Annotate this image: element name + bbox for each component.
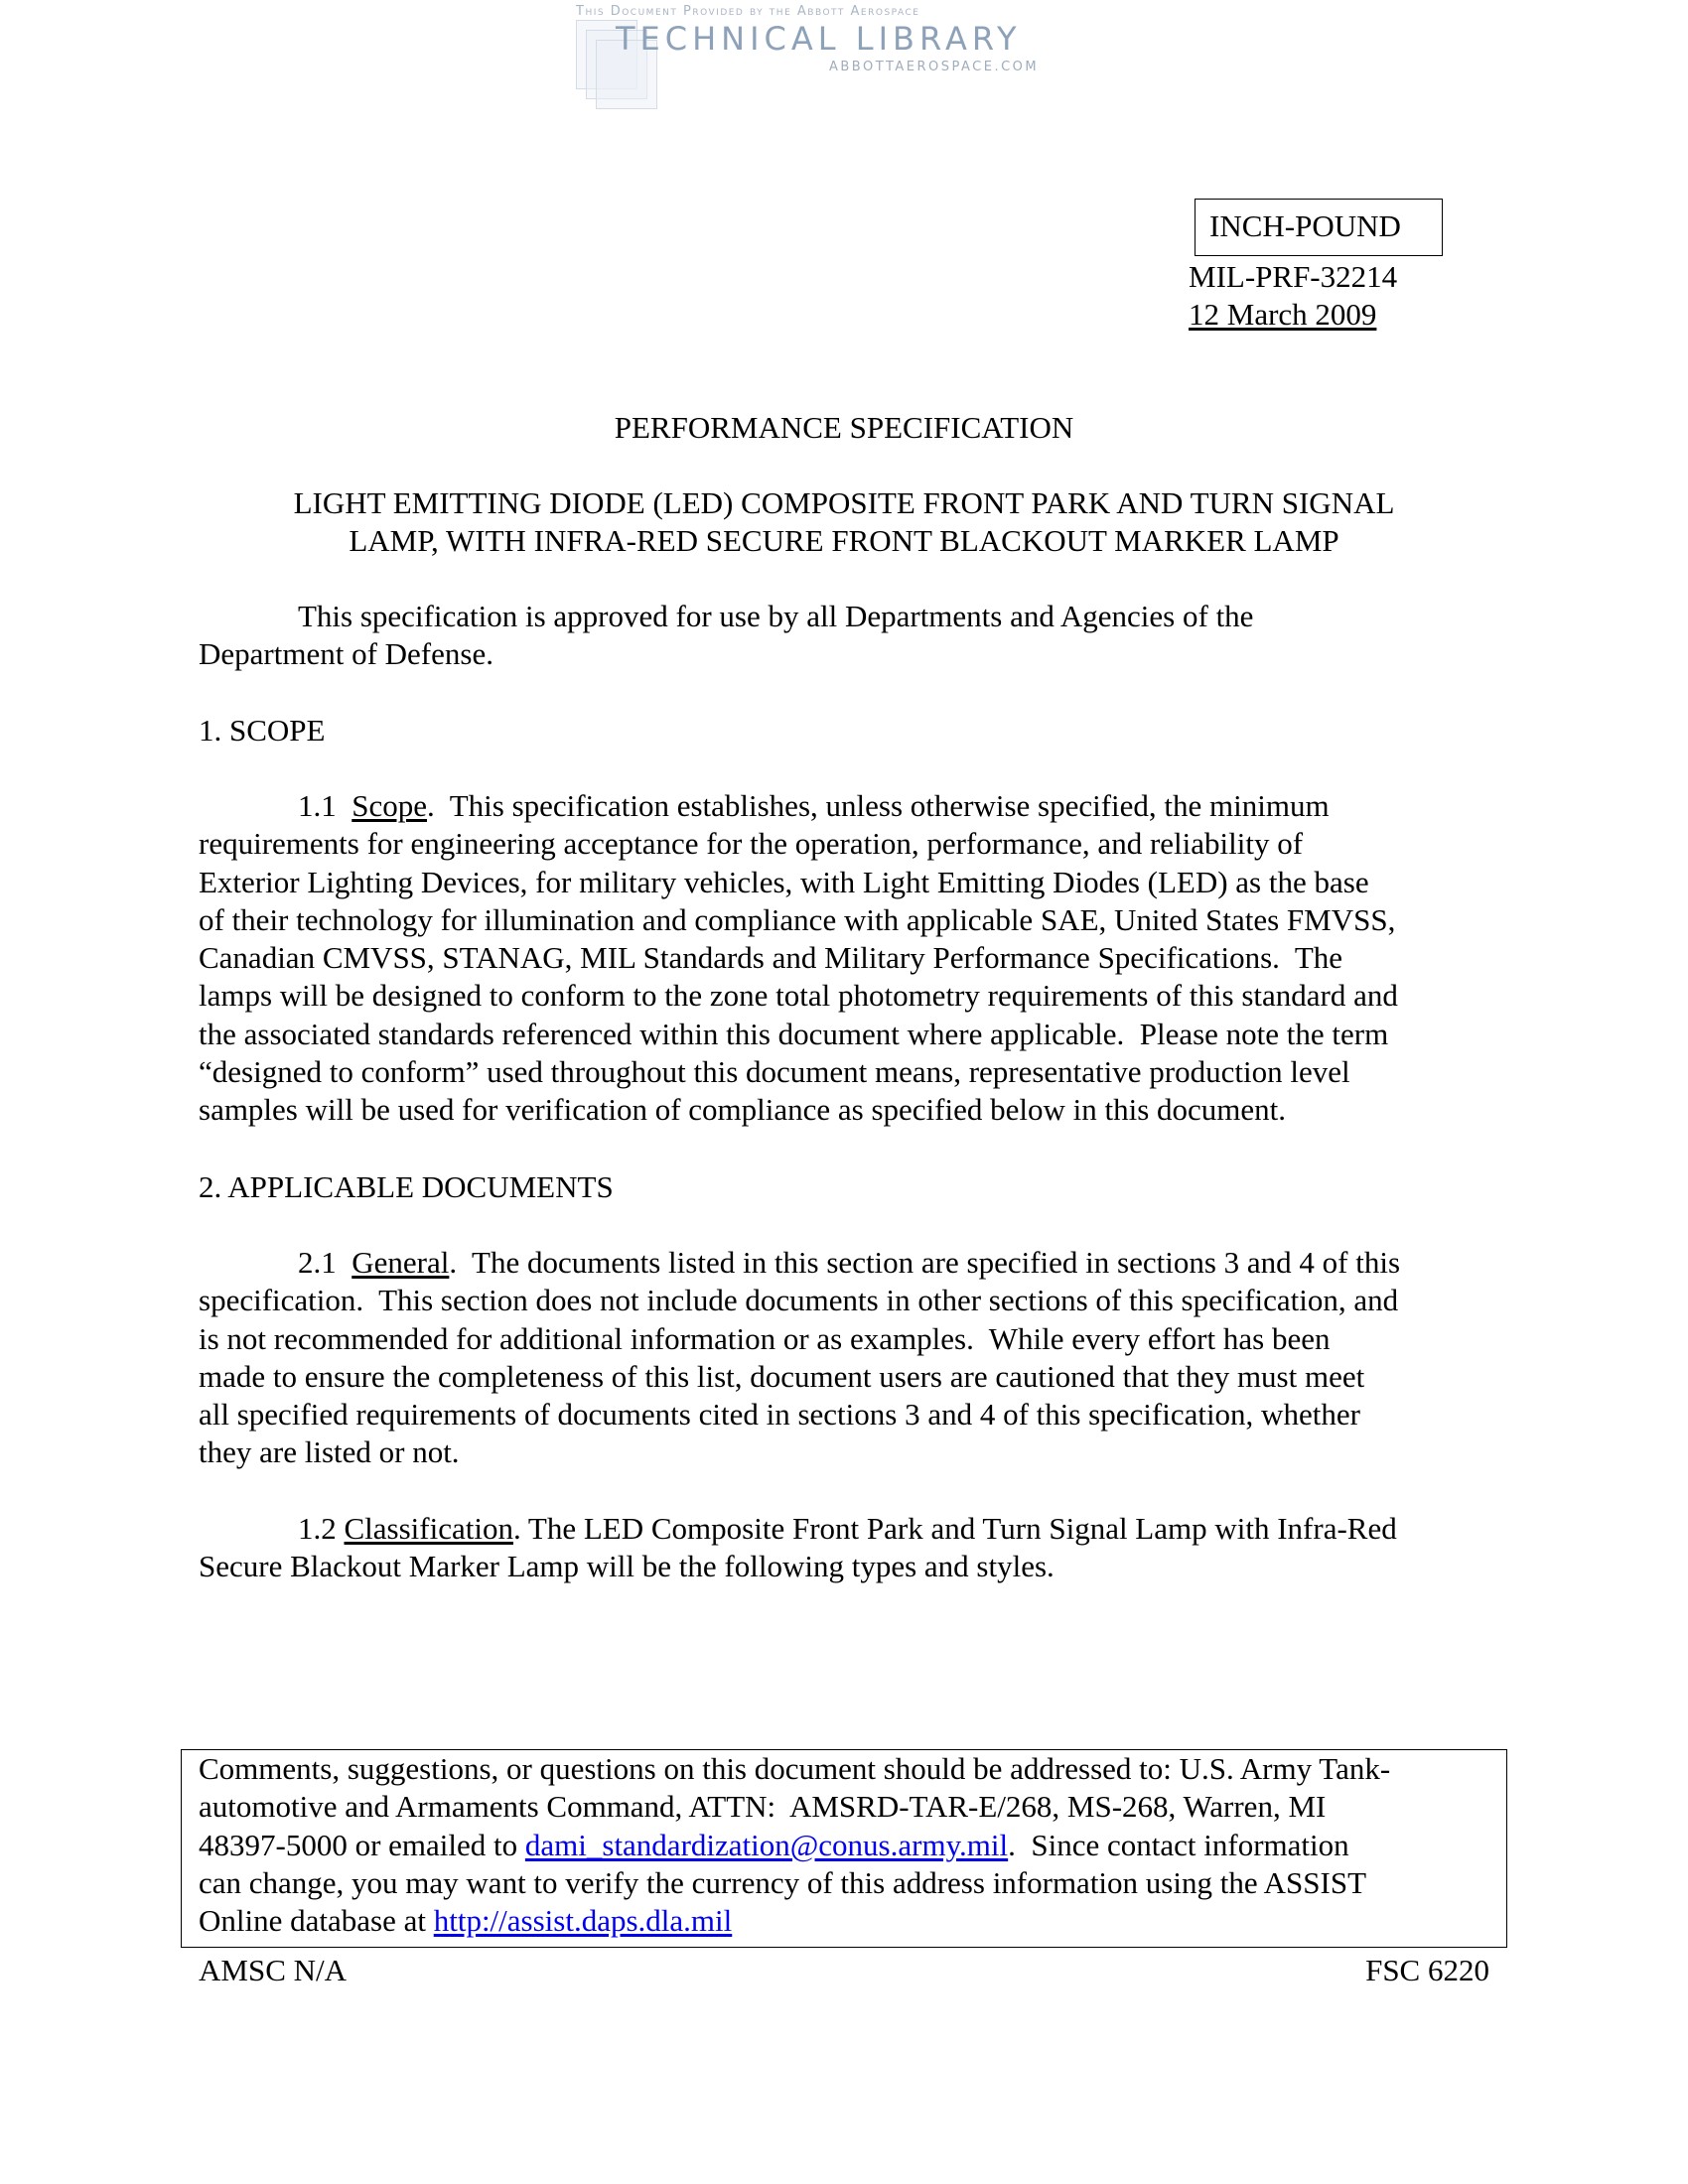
amsc-label: AMSC N/A [199,1953,348,1987]
paragraph-title: Classification [344,1511,513,1546]
paragraph-1-1-scope: 1.1 Scope. This specification establishes, unless otherwise specified, the minimum requirements for engineering acceptance for the operation, performance, and reliability of Exterior Lighting Devices, for military vehicles, with Light Emitting Diodes (LED) as the base of their technology for illumination and compliance with applicable SAE, United States FMVSS, Canadian CMVSS, STANAG, MIL Standards and Military Performance Specifications. The lamps will be designed to conform to the zone total photometry requirements of this standard and the associated standards referenced within this document where applicable. Please note the term “designed to conform” used throughout this document means, representative production level samples will be used for verification of compliance as specified below in this document. [199,788,1398,1128]
inch-pound-box [1195,199,1443,256]
technical-library-watermark [566,2,1092,109]
document-date: 12 March 2009 [1189,297,1377,332]
paragraph-title: General [352,1245,450,1280]
paragraph-title: Scope [352,788,428,823]
watermark-title: TECHNICAL LIBRARY [616,20,1022,58]
document-type-heading: PERFORMANCE SPECIFICATION [614,410,1074,445]
email-link[interactable]: dami_standardization@conus.army.mil [524,1827,1009,1862]
paragraph-1-2-classification: 1.2 Classification. The LED Composite Front Park and Turn Signal Lamp with Infra-Red Secure Blackout Marker Lamp will be the following types and styles. [199,1511,1397,1584]
title-line-2: LAMP, WITH INFRA-RED SECURE FRONT BLACKOUT MARKER LAMP [349,523,1339,558]
fsc-label: FSC 6220 [1365,1953,1489,1987]
comments-box: Comments, suggestions, or questions on this document should be addressed to: U.S. Army Tank- automotive and Armaments Command, ATTN: AMSRD-TAR-E/268, MS-268, Warren, MI 48397-5000 or emailed to dami_standardization@conus.army.mil. Since contact information can change, you may want to verify the currency of this address information using the ASSIST Online database at http://assist.daps.dla.mil [181,1749,1507,1948]
unit-system-label: INCH-POUND [1209,208,1401,243]
section-2-heading: 2. APPLICABLE DOCUMENTS [199,1169,614,1204]
watermark-site: ABBOTTAEROSPACE.COM [829,60,1040,74]
section-1-heading: 1. SCOPE [199,713,326,748]
watermark-provider-text: This Document Provided by the Abbott Aerospace [576,4,920,19]
title-line-1: LIGHT EMITTING DIODE (LED) COMPOSITE FRONT PARK AND TURN SIGNAL [293,485,1395,520]
paragraph-2-1-general: 2.1 General. The documents listed in this section are specified in sections 3 and 4 of this specification. This section does not include documents in other sections of this specification, and is not recommended for additional information or as examples. While every effort has been made to ensure the completeness of this list, document users are cautioned that they must meet all specified requirements of documents cited in sections 3 and 4 of this specification, whether they are listed or not. [199,1245,1401,1470]
assist-url-link[interactable]: http://assist.daps.dla.mil [433,1903,733,1939]
document-number: MIL-PRF-32214 [1189,259,1398,294]
approval-statement: This specification is approved for use by all Departments and Agencies of the Department of Defense. [199,599,1254,672]
